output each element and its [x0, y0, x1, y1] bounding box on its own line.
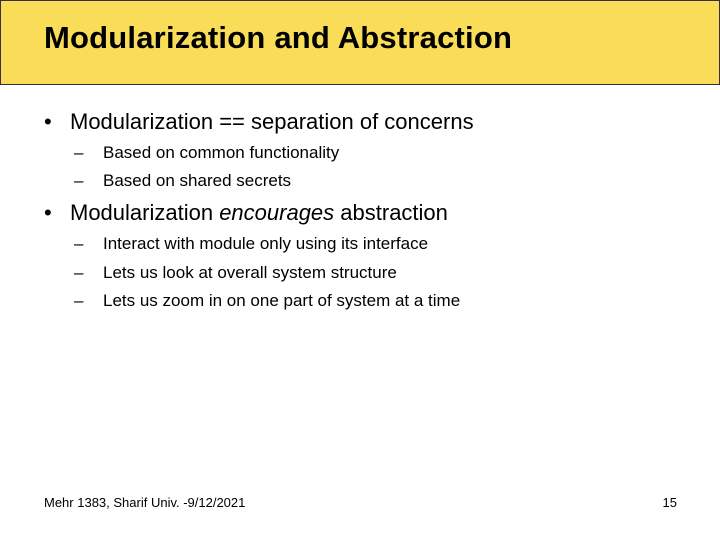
- sub-marker: –: [74, 171, 84, 190]
- bullet-2-sub-2-text: Lets us look at overall system structure: [103, 263, 397, 282]
- bullet-1-text: Modularization == separation of concerns: [70, 109, 474, 134]
- slide-title: Modularization and Abstraction: [44, 20, 513, 55]
- footer-text: Mehr 1383, Sharif Univ. -9/12/2021: [44, 495, 246, 510]
- bullet-2-sub-3-text: Lets us zoom in on one part of system at a time: [103, 291, 461, 310]
- sub-marker: –: [74, 291, 84, 310]
- bullet-2-sub-2: [74, 263, 397, 283]
- page-number: 15: [662, 495, 677, 510]
- bullet-marker: •: [44, 109, 52, 134]
- bullet-2: [44, 200, 448, 226]
- bullet-1: [44, 109, 474, 135]
- bullet-2-emphasis: encourages: [219, 200, 335, 225]
- bullet-1-sub-1: [74, 143, 339, 163]
- bullet-2-sub-1-text: Interact with module only using its interface: [103, 234, 429, 253]
- sub-marker: –: [74, 234, 84, 253]
- sub-marker: –: [74, 263, 84, 282]
- sub-marker: –: [74, 143, 84, 162]
- bullet-1-sub-2-text: Based on shared secrets: [103, 171, 292, 190]
- bullet-1-sub-1-text: Based on common functionality: [103, 143, 340, 162]
- bullet-2-sub-1: [74, 234, 428, 254]
- bullet-2-sub-3: [74, 291, 460, 311]
- bullet-marker: •: [44, 200, 52, 225]
- bullet-1-sub-2: [74, 171, 291, 191]
- bullet-2-prefix: Modularization: [70, 200, 220, 225]
- bullet-2-suffix: abstraction: [334, 200, 448, 225]
